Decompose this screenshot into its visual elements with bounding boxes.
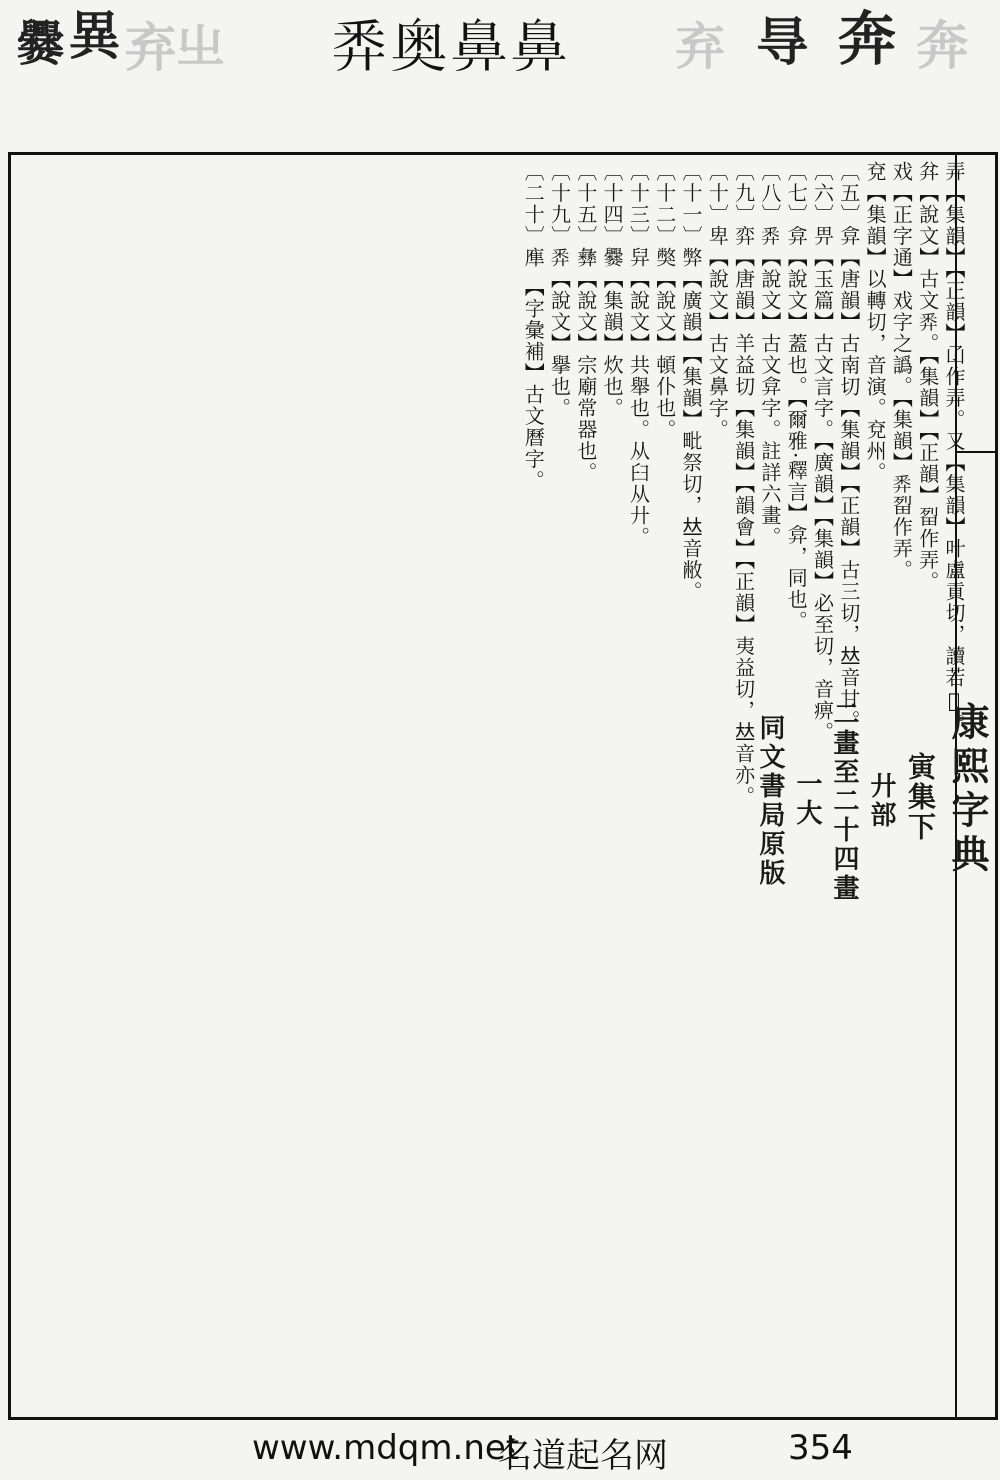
volume-label: 寅集下	[904, 752, 937, 842]
entry-column: 〔七〕弇【說文】蓋也。【爾雅·釋言】弇，同也。	[784, 161, 809, 632]
dictionary-page-frame	[8, 152, 998, 1420]
page-marker: 一大	[792, 770, 822, 828]
page-number: 354	[788, 1428, 853, 1468]
seal-title-row: 𢍏奥鼻鼻	[330, 13, 571, 81]
seal-char-right-2: 奔	[828, 8, 896, 64]
side-divider	[957, 451, 995, 453]
entry-column: 弄【集韻】【正韻】𠙶作弄。又【集韻】叶盧貢切，讀若𡟆。	[942, 161, 966, 736]
seal-char-faded-1: 弃	[115, 20, 176, 70]
seal-char-left-1: 爨	[8, 18, 64, 64]
entry-column: 〔十四〕爨【集韻】炊也。	[600, 161, 625, 419]
entry-column: 兗【集韻】以轉切，音演。兗州。	[863, 161, 888, 484]
entry-column: 〔十三〕舁【說文】共舉也。从臼从廾。	[626, 161, 651, 548]
entry-column: 〔十五〕彝【說文】宗廟常器也。	[573, 161, 598, 484]
site-name: 名道起名网	[498, 1436, 668, 1476]
publisher-label: 同文書局原版	[755, 714, 785, 888]
entry-column: 〔九〕弈【唐韻】羊益切【集韻】【韻會】【正韻】夷益切，𠀤音亦。	[731, 161, 756, 808]
entry-column: 〔十九〕𢍏【說文】擧也。	[547, 161, 572, 419]
seal-char-faded-4: 奔	[907, 18, 968, 68]
site-url: www.mdqm.net	[252, 1428, 520, 1468]
seal-script-header	[0, 0, 1000, 150]
entry-column: 〔十二〕獘【說文】頓仆也。	[652, 161, 677, 441]
footer	[0, 1422, 1000, 1480]
book-title: 康熙字典	[945, 702, 990, 878]
entry-column: 〔六〕畀【玉篇】古文言字。【廣韻】【集韻】必至切，音痹。	[810, 161, 835, 743]
entry-column: 〔八〕𢍏【說文】古文弇字。註詳六畫。	[757, 161, 782, 548]
seal-char-faded-3: 弃	[667, 20, 726, 68]
entry-column: 弅【說文】古文𢍏。【集韻】【正韻】㽝作弄。	[915, 161, 940, 593]
entry-column: 〔五〕弇【唐韻】古南切【集韻】【正韻】古三切，𠀤音甘。	[836, 161, 861, 732]
entry-column: 〔十一〕弊【廣韻】【集韻】毗祭切，𠀤音敝。	[679, 161, 704, 603]
seal-char-left-2: 異	[59, 8, 120, 58]
radical-label: 廾部	[866, 772, 896, 830]
seal-char-right-1: 㝵	[747, 14, 808, 64]
entry-column: 戏【正字通】戏字之譌。【集韻】𢍏㽝作弄。	[889, 161, 914, 581]
seal-char-faded-2: 㞢	[167, 20, 226, 68]
entry-column: 〔二十〕㢑 【字彙補】古文曆字。	[521, 161, 546, 492]
entry-column: 〔十〕卑【說文】古文鼻字。	[705, 161, 730, 441]
stroke-range-label: 二畫至二十四畫	[829, 699, 859, 903]
